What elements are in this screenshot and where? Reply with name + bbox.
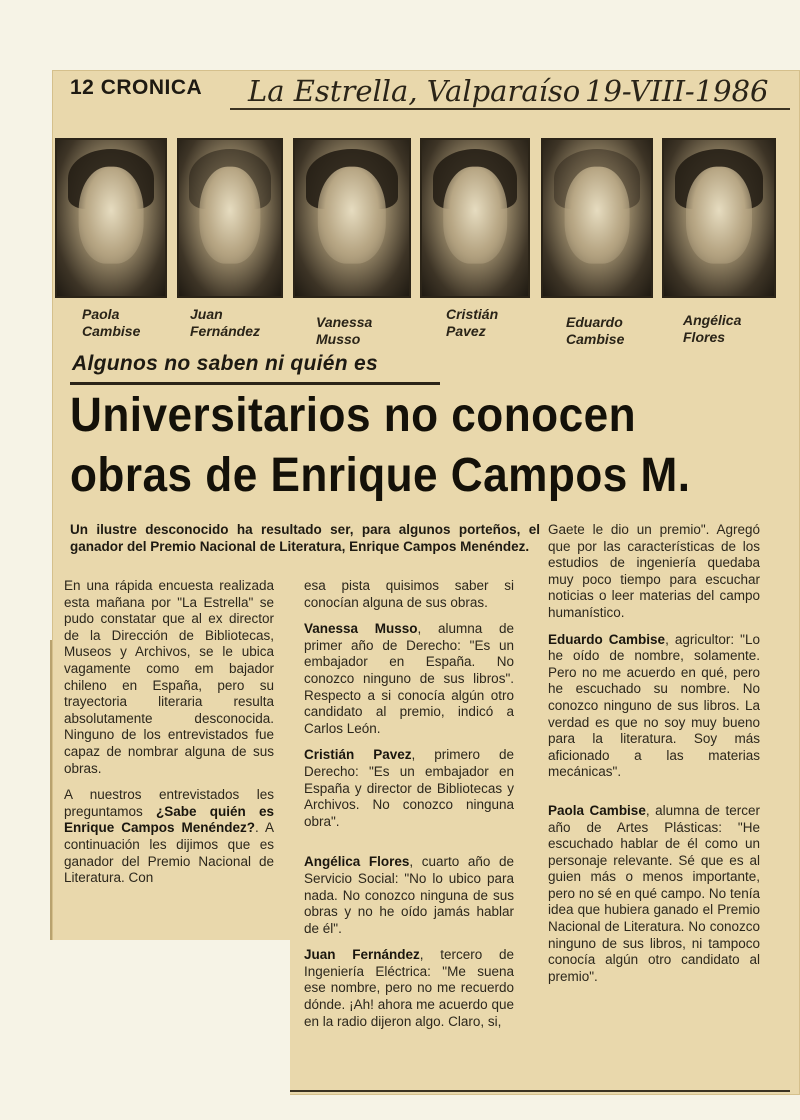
photo-caption: Eduardo Cambise	[566, 314, 625, 347]
clipping-cutout	[52, 940, 290, 1095]
photo-caption: Juan Fernández	[190, 306, 261, 339]
article-lead: Un ilustre desconocido ha resultado ser, para algunos porteños, el ganador del Premio Nacional de Literatura, Enrique Campos Menéndez.	[70, 522, 540, 554]
portrait-photo-eduardo-cambise	[541, 138, 653, 298]
kicker-rule	[70, 382, 440, 385]
paragraph: Juan Fernández, tercero de Ingeniería Eléctrica: "Me suena ese nombre, pero no me recuerdo dónde. ¡Ah! ahora me acuerdo que en la radio dijeron algo. Claro, si,	[304, 947, 514, 1029]
article-kicker: Algunos no saben ni quién es	[72, 352, 378, 375]
paragraph: Angélica Flores, cuarto año de Servicio Social: "No lo ubico para nada. No conozco ninguna de sus obras y no he oído jamás hablar de él".	[304, 854, 514, 936]
headline-line-1: Universitarios no conocen	[70, 389, 637, 442]
photo-caption: Vanessa Musso	[316, 314, 373, 347]
photo-caption: Cristián Pavez	[446, 306, 499, 339]
paragraph: Cristián Pavez, primero de Derecho: "Es un embajador en España y director de Bibliotecas y Archivos. No conozco ninguna obra".	[304, 747, 515, 829]
paragraph: En una rápida encuesta realizada esta mañana por "La Estrella" se pudo constatar que al ex director de la Dirección de Bibliotecas, Museos y Archivos, se le ubica vagamente como em bajador chileno en España, pero su trayectoria literaria resulta absolutamente desconocida. Ninguno de los entrevistados fue capaz de nombrar alguna de sus obras.	[64, 578, 274, 776]
page-section-label: 12 CRONICA	[70, 76, 203, 99]
article-column-3	[548, 522, 760, 985]
photo-caption: Paola Cambise	[82, 306, 141, 339]
photo-caption: Angélica Flores	[683, 312, 742, 345]
bottom-rule	[290, 1090, 790, 1092]
paragraph: esa pista quisimos saber si conocían alguna de sus obras.	[304, 578, 514, 610]
article-column-2	[304, 578, 514, 1030]
handwritten-date: 19-VIII-1986	[585, 74, 769, 108]
portrait-photo-juan-fernandez	[177, 138, 283, 298]
headline-line-2: obras de Enrique Campos M.	[70, 449, 691, 502]
portrait-photo-vanessa-musso	[293, 138, 411, 298]
paragraph: Gaete le dio un premio". Agregó que por las características de los estudios de ingeniería quedaba muy poco tiempo para escuchar noticias o leer materias del campo humanístico.	[548, 522, 760, 620]
paragraph: A nuestros entrevistados les preguntamos ¿Sabe quién es Enrique Campos Menéndez?. A continuación les dijimos que es ganador del Premio Nacional de Literatura. Con	[64, 787, 274, 886]
portrait-photo-paola-cambise	[55, 138, 167, 298]
paragraph: Vanessa Musso, alumna de primer año de Derecho: "Es un embajador en España. No conozco ninguno de sus libros". Respecto a si conocía algún otro candidato al premio, indicó a Carlos León.	[304, 621, 514, 736]
portrait-photo-cristian-pavez	[420, 138, 530, 298]
handwritten-source: La Estrella, Valparaíso	[248, 74, 581, 108]
paragraph: Eduardo Cambise, agricultor: "Lo he oído de nombre, solamente. Pero no me acuerdo en qué, pero he escuchado su nombre. No conozco ninguno de sus libros. La verdad es que no soy muy bueno para la literatura. Soy más aficionado a las materias mecánicas".	[548, 631, 760, 780]
paper-edge	[50, 640, 52, 940]
paragraph: Paola Cambise, alumna de tercer año de Artes Plásticas: "He escuchado hablar de él como un personaje relevante. Sé que es al guien más o menos importante, pero no sé en qué campo. No tenía idea que hubiera ganado el Premio Nacional de Literatura. No conozco ninguno de sus libros, ni tampoco conocía algún otro candidato al premio".	[548, 802, 760, 984]
article-column-1	[64, 578, 274, 887]
header-rule	[230, 108, 790, 110]
portrait-photo-angelica-flores	[662, 138, 776, 298]
